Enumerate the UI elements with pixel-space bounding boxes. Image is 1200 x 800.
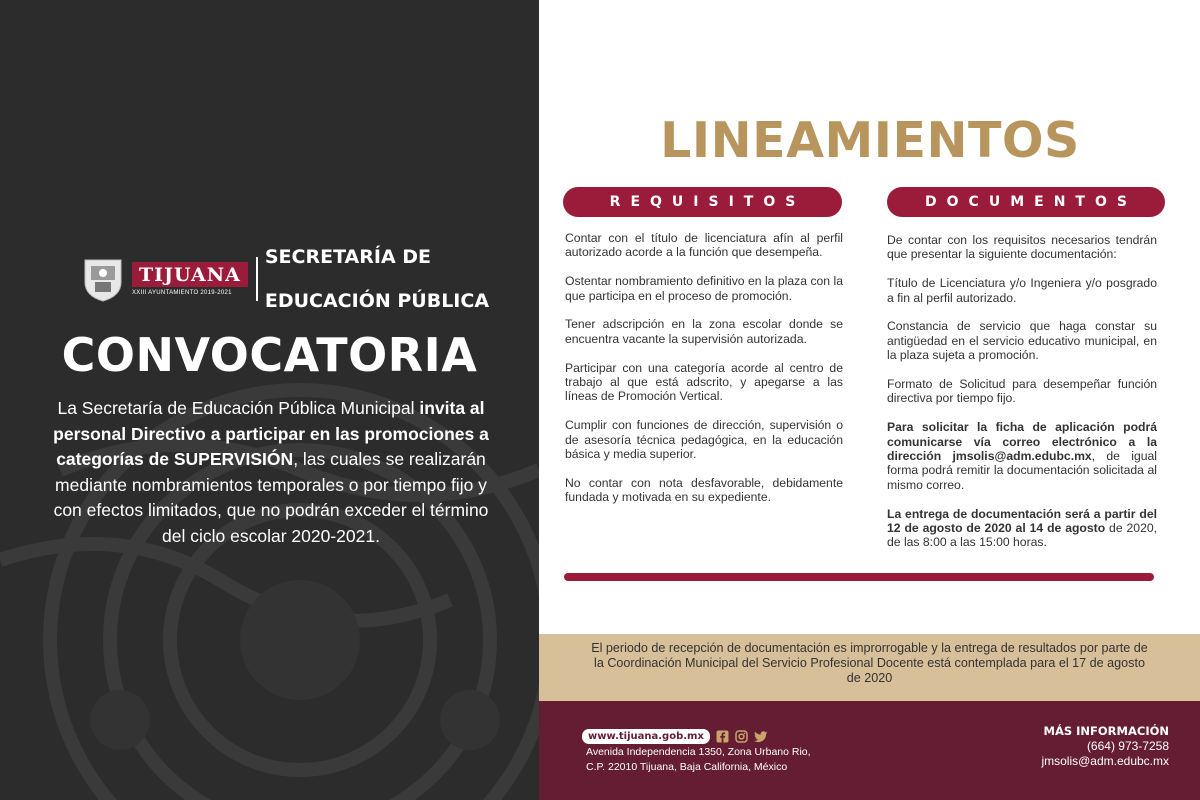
address-line-2: C.P. 22010 Tijuana, Baja California, México	[586, 761, 788, 773]
email-instructions-rest: , de igual forma podrá remitir la documentación solicitada al mismo correo.	[887, 449, 1157, 492]
documentos-list	[887, 233, 1157, 564]
delivery-dates-rest: de 2020, de las 8:00 a las 15:00 horas.	[887, 521, 1158, 550]
documento-item: Formato de Solicitud para desempeñar función directiva por tiempo fijo.	[887, 377, 1157, 406]
delivery-dates	[887, 507, 1157, 550]
lineamientos-title: LINEAMIENTOS	[660, 112, 1080, 169]
email-instructions-bold: Para solicitar la ficha de aplicación podrá comunicarse vía correo electrónico a la dirección jmsolis@adm.edubc.mx	[887, 420, 1157, 464]
facebook-icon[interactable]	[716, 730, 730, 744]
twitter-icon[interactable]	[754, 730, 768, 744]
tijuana-brand	[132, 262, 248, 296]
footer	[539, 701, 1200, 800]
requisito-item: Participar con una categoría acorde al centro de trabajo al que está adscrito, y apegarse a las líneas de Promoción Vertical.	[565, 360, 843, 404]
delivery-dates-bold: La entrega de documentación será a partir del 12 de agosto de 2020 al 14 de agosto	[887, 506, 1157, 536]
contact-email[interactable]: jmsolis@adm.edubc.mx	[1041, 754, 1169, 768]
contact-phone[interactable]: (664) 973-7258	[1086, 739, 1169, 753]
city-seal-icon	[80, 256, 126, 302]
address	[586, 745, 811, 775]
requisitos-list	[565, 231, 843, 519]
contact-title: MÁS INFORMACIÓN	[1043, 724, 1169, 738]
address-line-1: Avenida Independencia 1350, Zona Urbano Rio,	[586, 746, 811, 758]
secretaria-line-1: SECRETARÍA DE	[264, 246, 432, 268]
requisito-item: Contar con el título de licenciatura afín al perfil autorizado acorde a la función que desempeña.	[565, 231, 843, 260]
secretaria-name	[265, 224, 489, 334]
intro-text-1: La Secretaría de Educación Pública Municipal	[57, 398, 420, 418]
instagram-icon[interactable]	[735, 730, 749, 744]
brand-name: TIJUANA	[132, 262, 248, 287]
documentos-header: DOCUMENTOS	[887, 187, 1165, 217]
intro-paragraph	[44, 396, 498, 549]
documento-item: Constancia de servicio que haga constar su antigüedad en el servicio educativo municipal, en la plaza sujeta a promoción.	[887, 319, 1157, 363]
convocatoria-title: CONVOCATORIA	[61, 328, 478, 382]
email-instructions	[887, 420, 1157, 492]
requisitos-header: REQUISITOS	[563, 187, 842, 217]
intro-text-2: , las cuales se realizarán mediante nombramientos temporales o por tiempo fijo y con efectos limitados, que no podrán exceder el término del ciclo escolar 2020-2021.	[53, 449, 489, 546]
requisito-item: Tener adscripción en la zona escolar donde se encuentra vacante la supervisión autorizada.	[565, 317, 843, 346]
left-panel	[0, 0, 539, 800]
social-icons	[716, 730, 768, 744]
web-row	[582, 729, 768, 744]
logo-row	[80, 246, 500, 312]
secretaria-line-2: EDUCACIÓN PÚBLICA	[264, 290, 490, 312]
documento-item: Título de Licenciatura y/o Ingeniera y/o posgrado a fin al perfil autorizado.	[887, 276, 1157, 305]
website-link[interactable]: www.tijuana.gob.mx	[582, 729, 710, 744]
section-divider	[564, 573, 1154, 581]
requisito-item: Ostentar nombramiento definitivo en la plaza con la que participa en el proceso de promoción.	[565, 274, 843, 303]
intro-bold: invita al personal Directivo a participar en las promociones a categorías de SUPERVISIÓN	[53, 398, 489, 469]
notice-banner: El periodo de recepción de documentación es improrrogable y la entrega de resultados por parte de la Coordinación Municipal del Servicio Profesional Docente está contemplada para el 17 de agosto de 2020	[539, 634, 1200, 701]
requisito-item: Cumplir con funciones de dirección, supervisión o de asesoría técnica pedagógica, en la educación básica y media superior.	[565, 418, 843, 462]
brand-subtitle: XXIII AYUNTAMIENTO 2019-2021	[132, 290, 232, 296]
documento-item: De contar con los requisitos necesarios tendrán que presentar la siguiente documentación:	[887, 233, 1157, 262]
contact-info	[1041, 724, 1169, 769]
logo-divider	[256, 257, 258, 301]
requisito-item: No contar con nota desfavorable, debidamente fundada y motivada en su expediente.	[565, 475, 843, 505]
